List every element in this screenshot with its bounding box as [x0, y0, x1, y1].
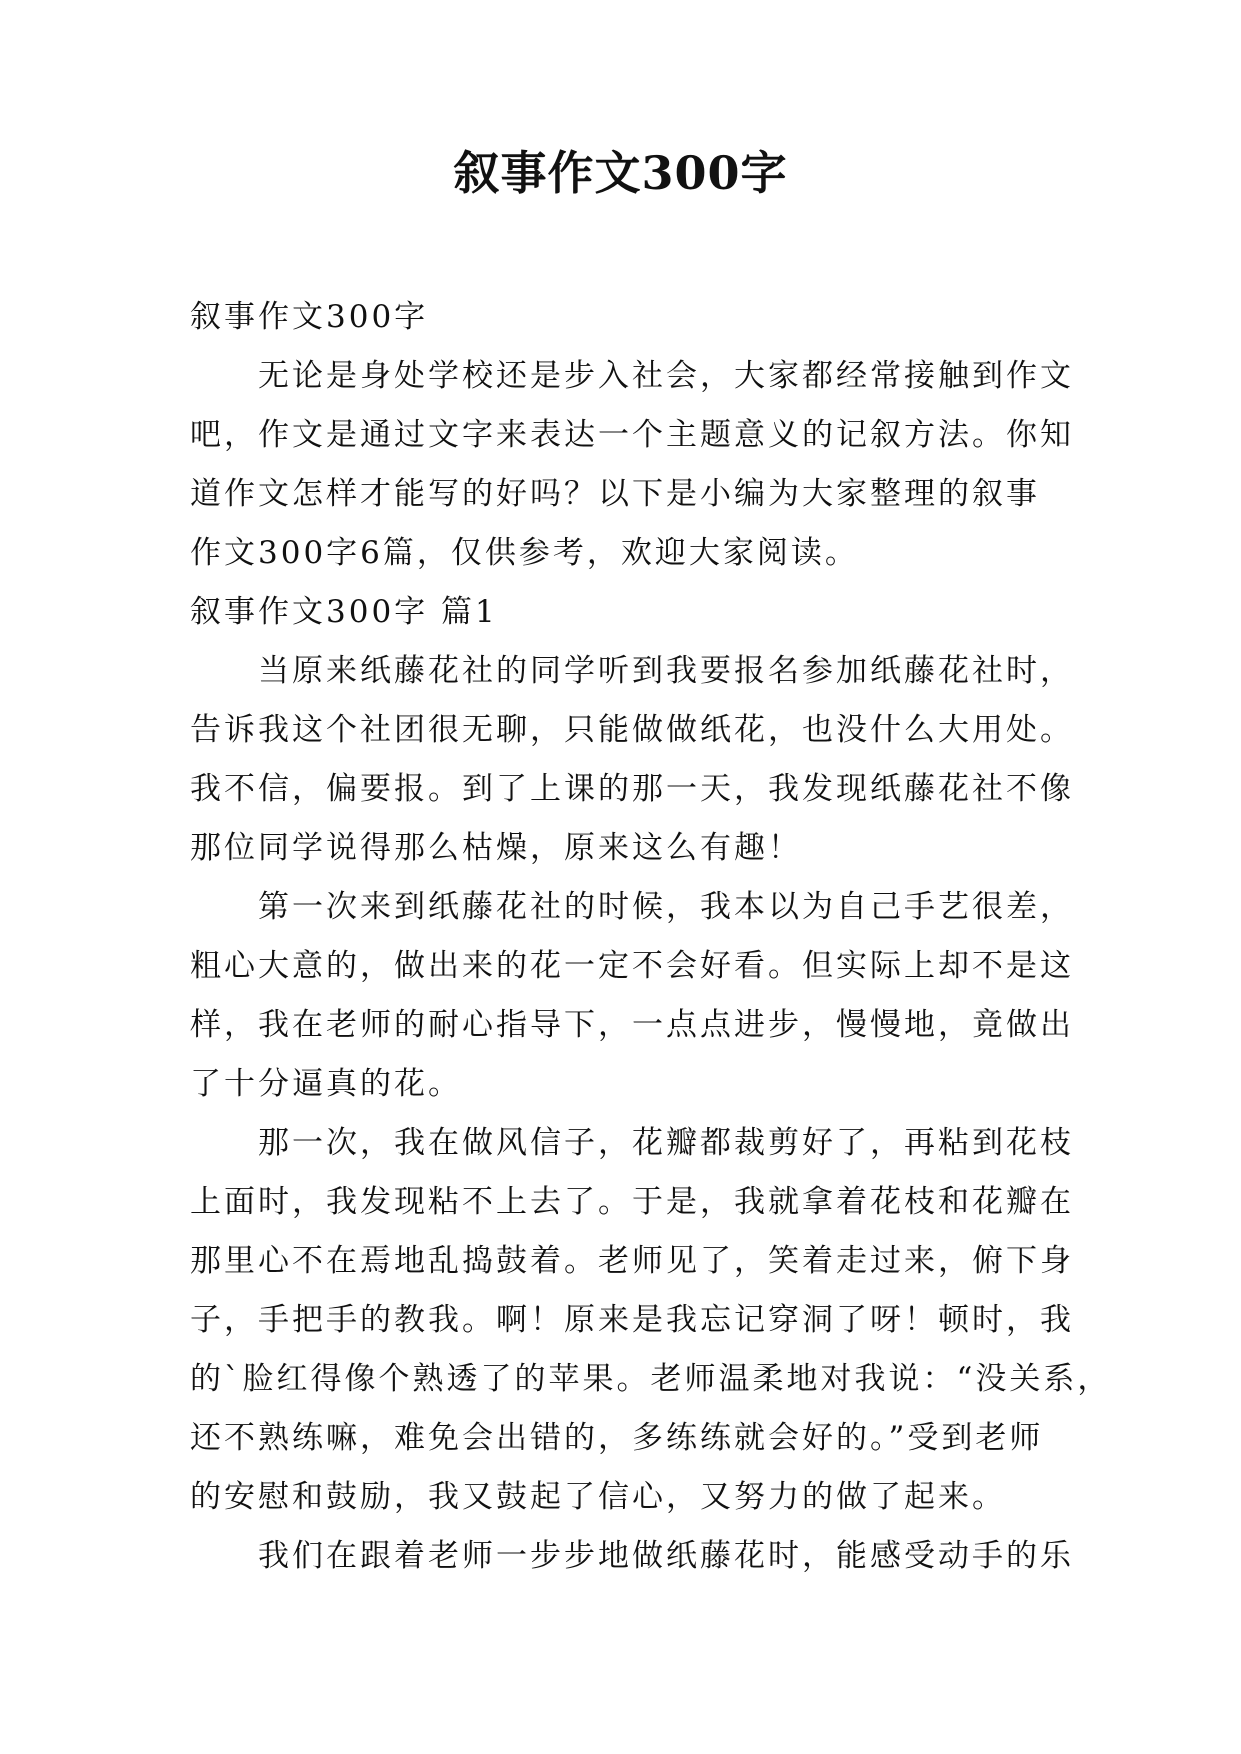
- text-line: 作文300字6篇，仅供参考，欢迎大家阅读。: [190, 535, 859, 571]
- text-line: 叙事作文300字 篇1: [190, 594, 498, 630]
- text-line: 吧，作文是通过文字来表达一个主题意义的记叙方法。你知: [190, 417, 1074, 453]
- document-body: [190, 288, 1112, 1586]
- text-line: 样，我在老师的耐心指导下，一点点进步，慢慢地，竟做出: [190, 1007, 1074, 1043]
- text-line: 无论是身处学校还是步入社会，大家都经常接触到作文: [190, 358, 1074, 394]
- text-line: 第一次来到纸藤花社的时候，我本以为自己手艺很差，: [190, 889, 1074, 925]
- document-title: 叙事作文300字: [453, 146, 788, 200]
- text-line: 的安慰和鼓励，我又鼓起了信心，又努力的做了起来。: [190, 1479, 1006, 1515]
- text-line: 那一次，我在做风信子，花瓣都裁剪好了，再粘到花枝: [190, 1125, 1074, 1161]
- text-line: 子，手把手的教我。啊！原来是我忘记穿洞了呀！顿时，我: [190, 1302, 1074, 1338]
- text-line: 的`脸红得像个熟透了的苹果。老师温柔地对我说：“没关系，: [190, 1361, 1112, 1397]
- text-line: 那位同学说得那么枯燥，原来这么有趣！: [190, 830, 802, 866]
- text-line: 告诉我这个社团很无聊，只能做做纸花，也没什么大用处。: [190, 712, 1074, 748]
- text-line: 叙事作文300字: [190, 299, 429, 335]
- text-line: 那里心不在焉地乱捣鼓着。老师见了，笑着走过来，俯下身: [190, 1243, 1074, 1279]
- text-line: 了十分逼真的花。: [190, 1066, 462, 1102]
- text-line: 我不信，偏要报。到了上课的那一天，我发现纸藤花社不像: [190, 771, 1074, 807]
- text-line: 道作文怎样才能写的好吗？以下是小编为大家整理的叙事: [190, 476, 1040, 512]
- text-line: 我们在跟着老师一步步地做纸藤花时，能感受动手的乐: [190, 1538, 1074, 1574]
- text-line: 还不熟练嘛，难免会出错的，多练练就会好的。”受到老师: [190, 1420, 1044, 1456]
- text-line: 粗心大意的，做出来的花一定不会好看。但实际上却不是这: [190, 948, 1074, 984]
- text-line: 当原来纸藤花社的同学听到我要报名参加纸藤花社时，: [190, 653, 1074, 689]
- text-line: 上面时，我发现粘不上去了。于是，我就拿着花枝和花瓣在: [190, 1184, 1074, 1220]
